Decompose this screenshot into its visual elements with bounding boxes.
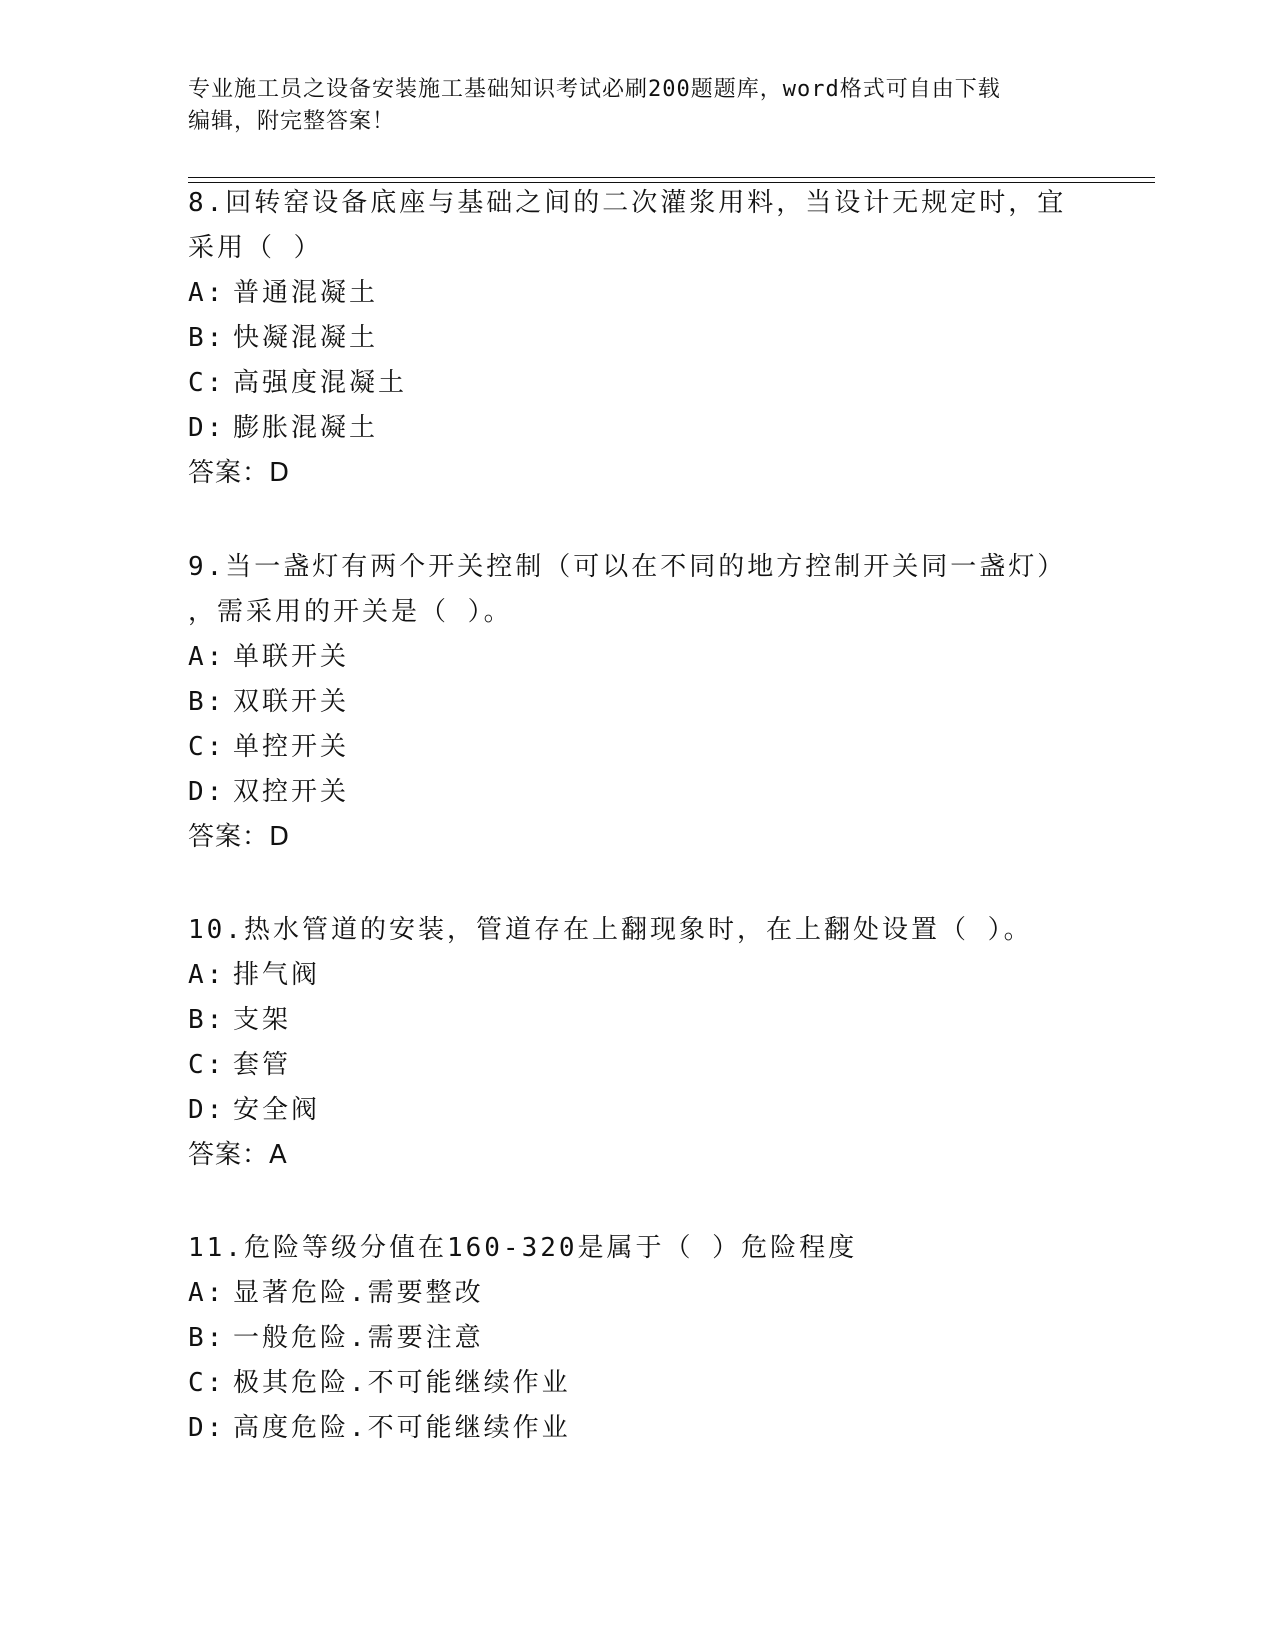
option-d — [188, 770, 1088, 815]
question-stem-line-1: 11.危险等级分值在160-320是属于（ ）危险程度 — [188, 1233, 858, 1263]
question-stem-line-2: ，需采用的开关是（ ）。 — [188, 597, 513, 627]
option-text: 支架 — [233, 1005, 292, 1035]
option-text: 单联开关 — [233, 642, 350, 672]
question-11 — [188, 1226, 1088, 1451]
option-a — [188, 953, 1088, 998]
option-text: 排气阀 — [233, 960, 321, 990]
option-c — [188, 1043, 1088, 1088]
option-d — [188, 406, 1088, 451]
option-text: 一般危险.需要注意 — [233, 1323, 484, 1353]
question-stem-line-1: 10.热水管道的安装，管道存在上翻现象时，在上翻处设置（ ）。 — [188, 915, 1033, 945]
answer-line: 答案：A — [188, 1140, 288, 1170]
option-letter: A: — [188, 278, 226, 308]
option-b — [188, 316, 1088, 361]
option-letter: C: — [188, 1368, 226, 1398]
option-b — [188, 998, 1088, 1043]
option-letter: A: — [188, 1278, 226, 1308]
option-c — [188, 361, 1088, 406]
option-text: 高强度混凝土 — [233, 368, 408, 398]
option-text: 高度危险.不可能继续作业 — [233, 1413, 571, 1443]
option-letter: C: — [188, 732, 226, 762]
option-letter: C: — [188, 368, 226, 398]
option-text: 显著危险.需要整改 — [233, 1278, 484, 1308]
question-stem-line-2: 采用（ ） — [188, 233, 323, 263]
option-text: 双联开关 — [233, 687, 350, 717]
option-b — [188, 1316, 1088, 1361]
answer-line: 答案：D — [188, 822, 291, 852]
header-line-2: 编辑，附完整答案！ — [188, 109, 396, 134]
option-b — [188, 680, 1088, 725]
option-letter: A: — [188, 960, 226, 990]
option-d — [188, 1088, 1088, 1133]
option-text: 套管 — [233, 1050, 292, 1080]
option-text: 安全阀 — [233, 1095, 321, 1125]
question-stem-line-1: 9.当一盏灯有两个开关控制（可以在不同的地方控制开关同一盏灯） — [188, 552, 1067, 582]
option-d — [188, 1406, 1088, 1451]
option-text: 极其危险.不可能继续作业 — [233, 1368, 571, 1398]
option-letter: C: — [188, 1050, 226, 1080]
question-8 — [188, 181, 1088, 496]
header-line-1: 专业施工员之设备安装施工基础知识考试必刷200题题库，word格式可自由下载 — [188, 77, 1001, 102]
option-a — [188, 635, 1088, 680]
option-text: 普通混凝土 — [233, 278, 379, 308]
question-10 — [188, 908, 1088, 1178]
option-text: 快凝混凝土 — [233, 323, 379, 353]
option-letter: B: — [188, 323, 226, 353]
option-c — [188, 725, 1088, 770]
option-text: 单控开关 — [233, 732, 350, 762]
option-letter: D: — [188, 777, 226, 807]
answer-line: 答案：D — [188, 458, 291, 488]
option-letter: D: — [188, 413, 226, 443]
option-c — [188, 1361, 1088, 1406]
header-divider-top — [188, 177, 1155, 178]
option-a — [188, 271, 1088, 316]
option-letter: D: — [188, 1413, 226, 1443]
document-header — [188, 74, 1068, 138]
question-stem-line-1: 8.回转窑设备底座与基础之间的二次灌浆用料，当设计无规定时，宜 — [188, 188, 1067, 218]
option-text: 双控开关 — [233, 777, 350, 807]
option-letter: B: — [188, 1323, 226, 1353]
option-letter: B: — [188, 1005, 226, 1035]
option-a — [188, 1271, 1088, 1316]
option-letter: B: — [188, 687, 226, 717]
option-letter: A: — [188, 642, 226, 672]
option-text: 膨胀混凝土 — [233, 413, 379, 443]
option-letter: D: — [188, 1095, 226, 1125]
question-9 — [188, 545, 1088, 860]
